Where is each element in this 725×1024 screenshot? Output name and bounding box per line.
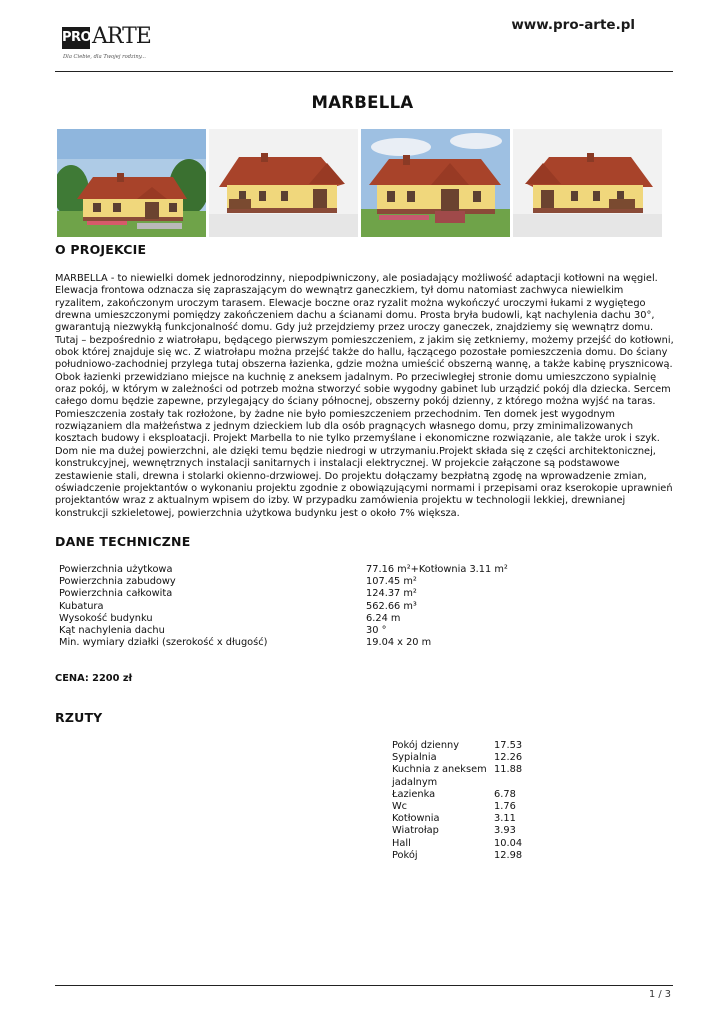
table-row <box>392 825 532 837</box>
tech-label: Powierzchnia zabudowy <box>59 576 176 588</box>
logo-tagline: Dla Ciebie, dla Twojej rodziny... <box>63 54 146 60</box>
room-area: 1.76 <box>494 801 516 813</box>
tech-label: Powierzchnia użytkowa <box>59 564 173 575</box>
footer-divider <box>55 985 673 986</box>
room-name: Hall <box>392 837 411 849</box>
tech-label: Min. wymiary działki (szerokość x długość) <box>59 637 268 649</box>
tech-data-table <box>59 564 529 649</box>
tech-value: 19.04 x 20 m <box>366 637 432 649</box>
tech-value: 107.45 m² <box>366 576 417 588</box>
table-row <box>59 576 529 588</box>
table-row <box>392 764 532 788</box>
table-row <box>392 813 532 825</box>
page-title: MARBELLA <box>311 93 414 112</box>
table-row <box>392 789 532 801</box>
table-row <box>392 838 532 850</box>
room-area: 3.93 <box>494 825 516 837</box>
project-description: MARBELLA - to niewielki domek jednorodzinny, niepodpiwniczony, ale posiadający możliwość adaptacji kotłowni na węgiel. Elewacja frontowa odznacza się zapraszającym do wewnątrz ganeczkiem, tył domu natomiast zachwyca niewielkim ryzalitem, zakończonym uroczym tarasem. Elewacje boczne oraz ryzalit można wykończyć uroczymi łukami z wygiętego drewna umieszczonymi pomiędzy zakończeniem dachu a ścianami domu. Prosta bryła budowli, kąt nachylenia dachu 30°, gwarantują niezwykłą funkcjonalność domu. Gdy już przejdziemy przez uroczy ganeczek, znajdziemy się wewnątrz domu. Tutaj – bezpośrednio z wiatrołapu, będącego pierwszym pomieszczeniem, z jakim się zetkniemy, możemy przejść do kotłowni, obok której znajduje się wc. Z wiatrołapu można przejść także do hallu, łączącego pozostałe pomieszczenia domu. Do ściany południowo-zachodniej przylega tutaj obszerna łazienka, gdzie można umieścić obszerną wannę, a także kabinę prysznicową. Obok łazienki przewidziano miejsce na kuchnię z aneksem jadalnym. Po przeciwległej stronie domu umieszczono sypialnię oraz pokój, w którym w zależności od potrzeb można stworzyć sobie wygodny gabinet lub urządzić pokój dla dziecka. Sercem całego domu będzie zapewne, przylegający do ściany północnej, obszerny pokój dzienny, z którego można wyjść na taras. Pomieszczenia zostały tak rozłożone, by żadne nie było pomieszczeniem przechodnim. Ten domek jest wygodnym rozwiązaniem dla małżeństwa z jednym dzieckiem lub dla osób pragnących własnego domu, przy zminimalizowanych kosztach budowy i eksploatacji. Projekt Marbella to nie tylko przemyślane i ekonomiczne rozwiązanie, ale także urok i szyk. Dom nie ma dużej powierzchni, ale dzięki temu będzie niedrogi w utrzymaniu.Projekt składa się z części architektonicznej, konstrukcyjnej, wewnętrznych instalacji sanitarnych i instalacji elektrycznej. W projekcie załączone są podstawowe zestawienie stali, drewna i stolarki okienno-drzwiowej. Do projektu dołączamy bezpłatną zgodę na wprowadzenie zmian, oświadczenie projektantów o wykonaniu projektu zgodnie z obowiązującymi normami i przepisami oraz kserokopie uprawnień projektantów wraz z aktualnym wpisem do izby. W przypadku zamówienia projektu w technologii lekkiej, drewnianej konstrukcji szkieletowej, powierzchnia użytkowa budynku jest o około 7% większa. <box>55 273 674 519</box>
tech-label: Wysokość budynku <box>59 612 153 624</box>
logo-wordmark: ARTE <box>92 24 151 49</box>
header-divider <box>55 71 673 72</box>
room-name: Pokój <box>392 849 418 861</box>
company-logo[interactable] <box>60 22 160 66</box>
tech-heading: DANE TECHNICZNE <box>55 534 191 549</box>
room-name: Wiatrołap <box>392 825 439 837</box>
tech-value: 77.16 m²+Kotłownia 3.11 m² <box>366 564 508 575</box>
house-render-front-view[interactable] <box>361 129 510 237</box>
tech-value: 30 ° <box>366 625 387 637</box>
table-row <box>59 613 529 625</box>
floor-plans-heading: RZUTY <box>55 710 103 725</box>
house-photo-garden-view[interactable] <box>57 129 206 237</box>
tech-label: Kubatura <box>59 600 104 612</box>
room-name: Pokój dzienny <box>392 740 460 751</box>
table-row <box>59 625 529 637</box>
tech-label: Kąt nachylenia dachu <box>59 625 165 637</box>
rooms-table <box>392 740 532 862</box>
tech-value: 124.37 m² <box>366 588 417 600</box>
room-name: Łazienka <box>392 788 436 800</box>
tech-label: Powierzchnia całkowita <box>59 588 173 600</box>
room-name: Kotłownia <box>392 813 440 825</box>
site-url-link[interactable]: www.pro-arte.pl <box>511 17 635 33</box>
table-row <box>392 740 532 752</box>
room-area: 3.11 <box>494 813 516 825</box>
logo-mark: PRO <box>62 27 90 49</box>
room-name: Sypialnia <box>392 752 437 764</box>
table-row <box>59 564 529 576</box>
table-row <box>59 637 529 649</box>
about-heading: O PROJEKCIE <box>55 242 147 257</box>
room-name: Kuchnia z aneksem jadalnym <box>392 764 487 788</box>
house-render-left-view[interactable] <box>209 129 358 237</box>
room-area: 12.98 <box>494 849 523 861</box>
room-area: 12.26 <box>494 752 523 764</box>
table-row <box>392 752 532 764</box>
tech-value: 6.24 m <box>366 612 401 624</box>
table-row <box>392 801 532 813</box>
room-name: Wc <box>392 801 408 813</box>
room-area: 17.53 <box>494 740 523 751</box>
price-label: CENA: 2200 zł <box>55 673 133 684</box>
table-row <box>392 850 532 862</box>
page-number: 1 / 3 <box>649 989 671 1000</box>
house-render-right-view[interactable] <box>513 129 662 237</box>
table-row <box>59 588 529 600</box>
table-row <box>59 601 529 613</box>
room-area: 11.88 <box>494 764 523 776</box>
room-area: 6.78 <box>494 788 516 800</box>
room-area: 10.04 <box>494 837 523 849</box>
tech-value: 562.66 m³ <box>366 600 417 612</box>
